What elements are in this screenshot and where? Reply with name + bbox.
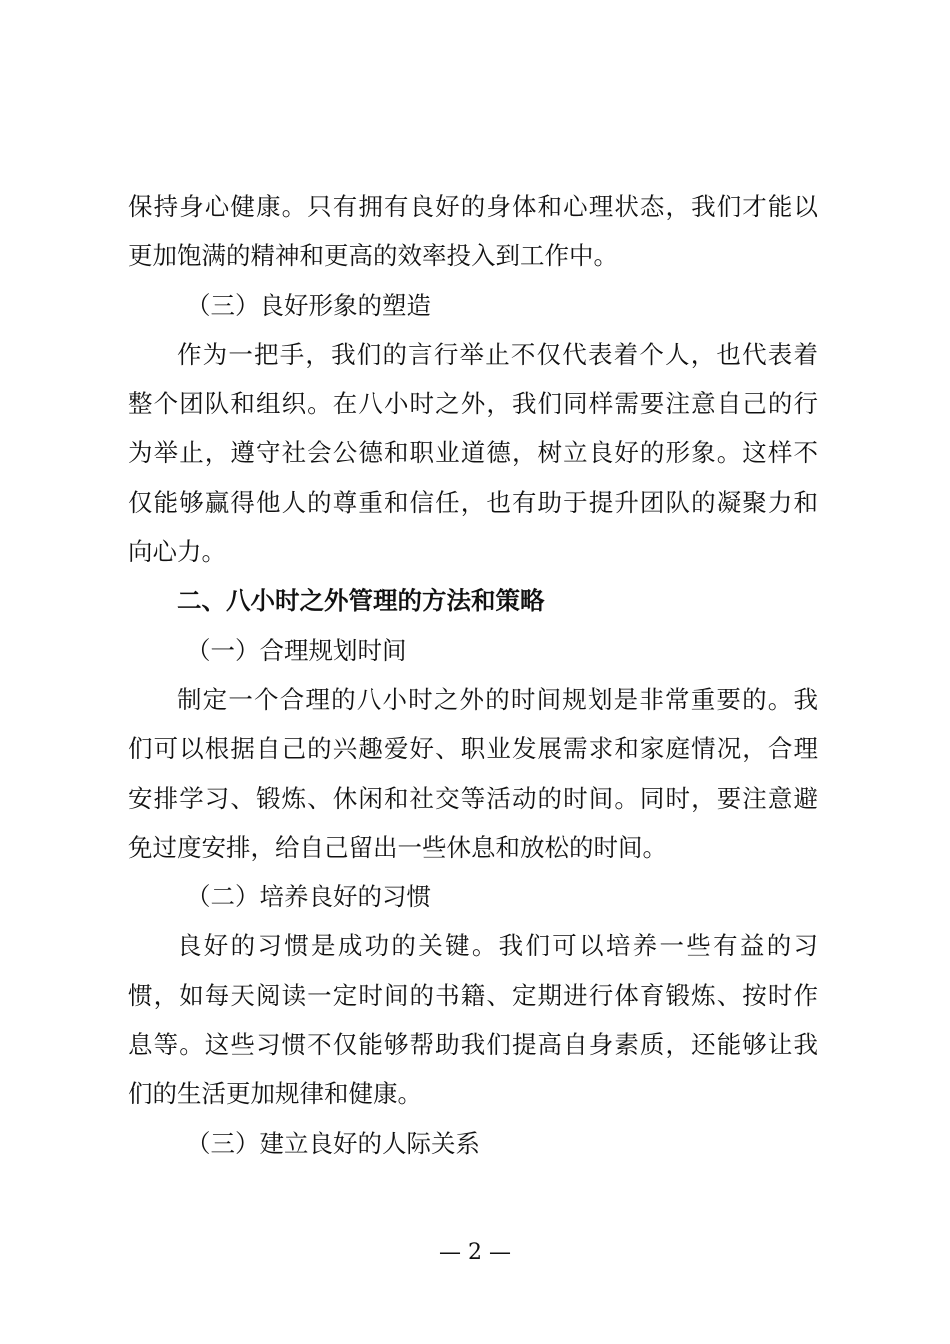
body-text-line: 整个团队和组织。在八小时之外，我们同样需要注意自己的行 xyxy=(128,389,818,419)
body-text-line: 仅能够赢得他人的尊重和信任，也有助于提升团队的凝聚力和 xyxy=(128,487,818,517)
body-text-line: 息等。这些习惯不仅能够帮助我们提高自身素质，还能够让我 xyxy=(128,1030,818,1060)
page-number: — 2 — xyxy=(439,1240,511,1265)
sub-heading: （一）合理规划时间 xyxy=(186,635,407,665)
body-text-line: 为举止，遵守社会公德和职业道德，树立良好的形象。这样不 xyxy=(128,438,818,468)
body-text-line: 作为一把手，我们的言行举止不仅代表着个人，也代表着 xyxy=(177,339,818,369)
body-text-line: 良好的习惯是成功的关键。我们可以培养一些有益的习 xyxy=(177,931,818,961)
sub-heading: （三）建立良好的人际关系 xyxy=(186,1128,480,1158)
body-text-line: 安排学习、锻炼、休闲和社交等活动的时间。同时，要注意避 xyxy=(128,783,818,813)
body-text-line: 们的生活更加规律和健康。 xyxy=(128,1079,422,1109)
body-text-line: 免过度安排，给自己留出一些休息和放松的时间。 xyxy=(128,832,667,862)
document-body xyxy=(128,182,818,1168)
sub-heading: （二）培养良好的习惯 xyxy=(186,882,431,912)
body-text-line: 更加饱满的精神和更高的效率投入到工作中。 xyxy=(128,241,618,271)
section-heading: 二、八小时之外管理的方法和策略 xyxy=(177,586,545,616)
sub-heading: （三）良好形象的塑造 xyxy=(186,290,431,320)
body-text-line: 制定一个合理的八小时之外的时间规划是非常重要的。我 xyxy=(177,684,818,714)
body-text-line: 们可以根据自己的兴趣爱好、职业发展需求和家庭情况，合理 xyxy=(128,734,818,764)
body-text-line: 保持身心健康。只有拥有良好的身体和心理状态，我们才能以 xyxy=(128,192,818,221)
body-text-line: 向心力。 xyxy=(128,537,226,567)
body-text-line: 惯，如每天阅读一定时间的书籍、定期进行体育锻炼、按时作 xyxy=(128,980,818,1010)
